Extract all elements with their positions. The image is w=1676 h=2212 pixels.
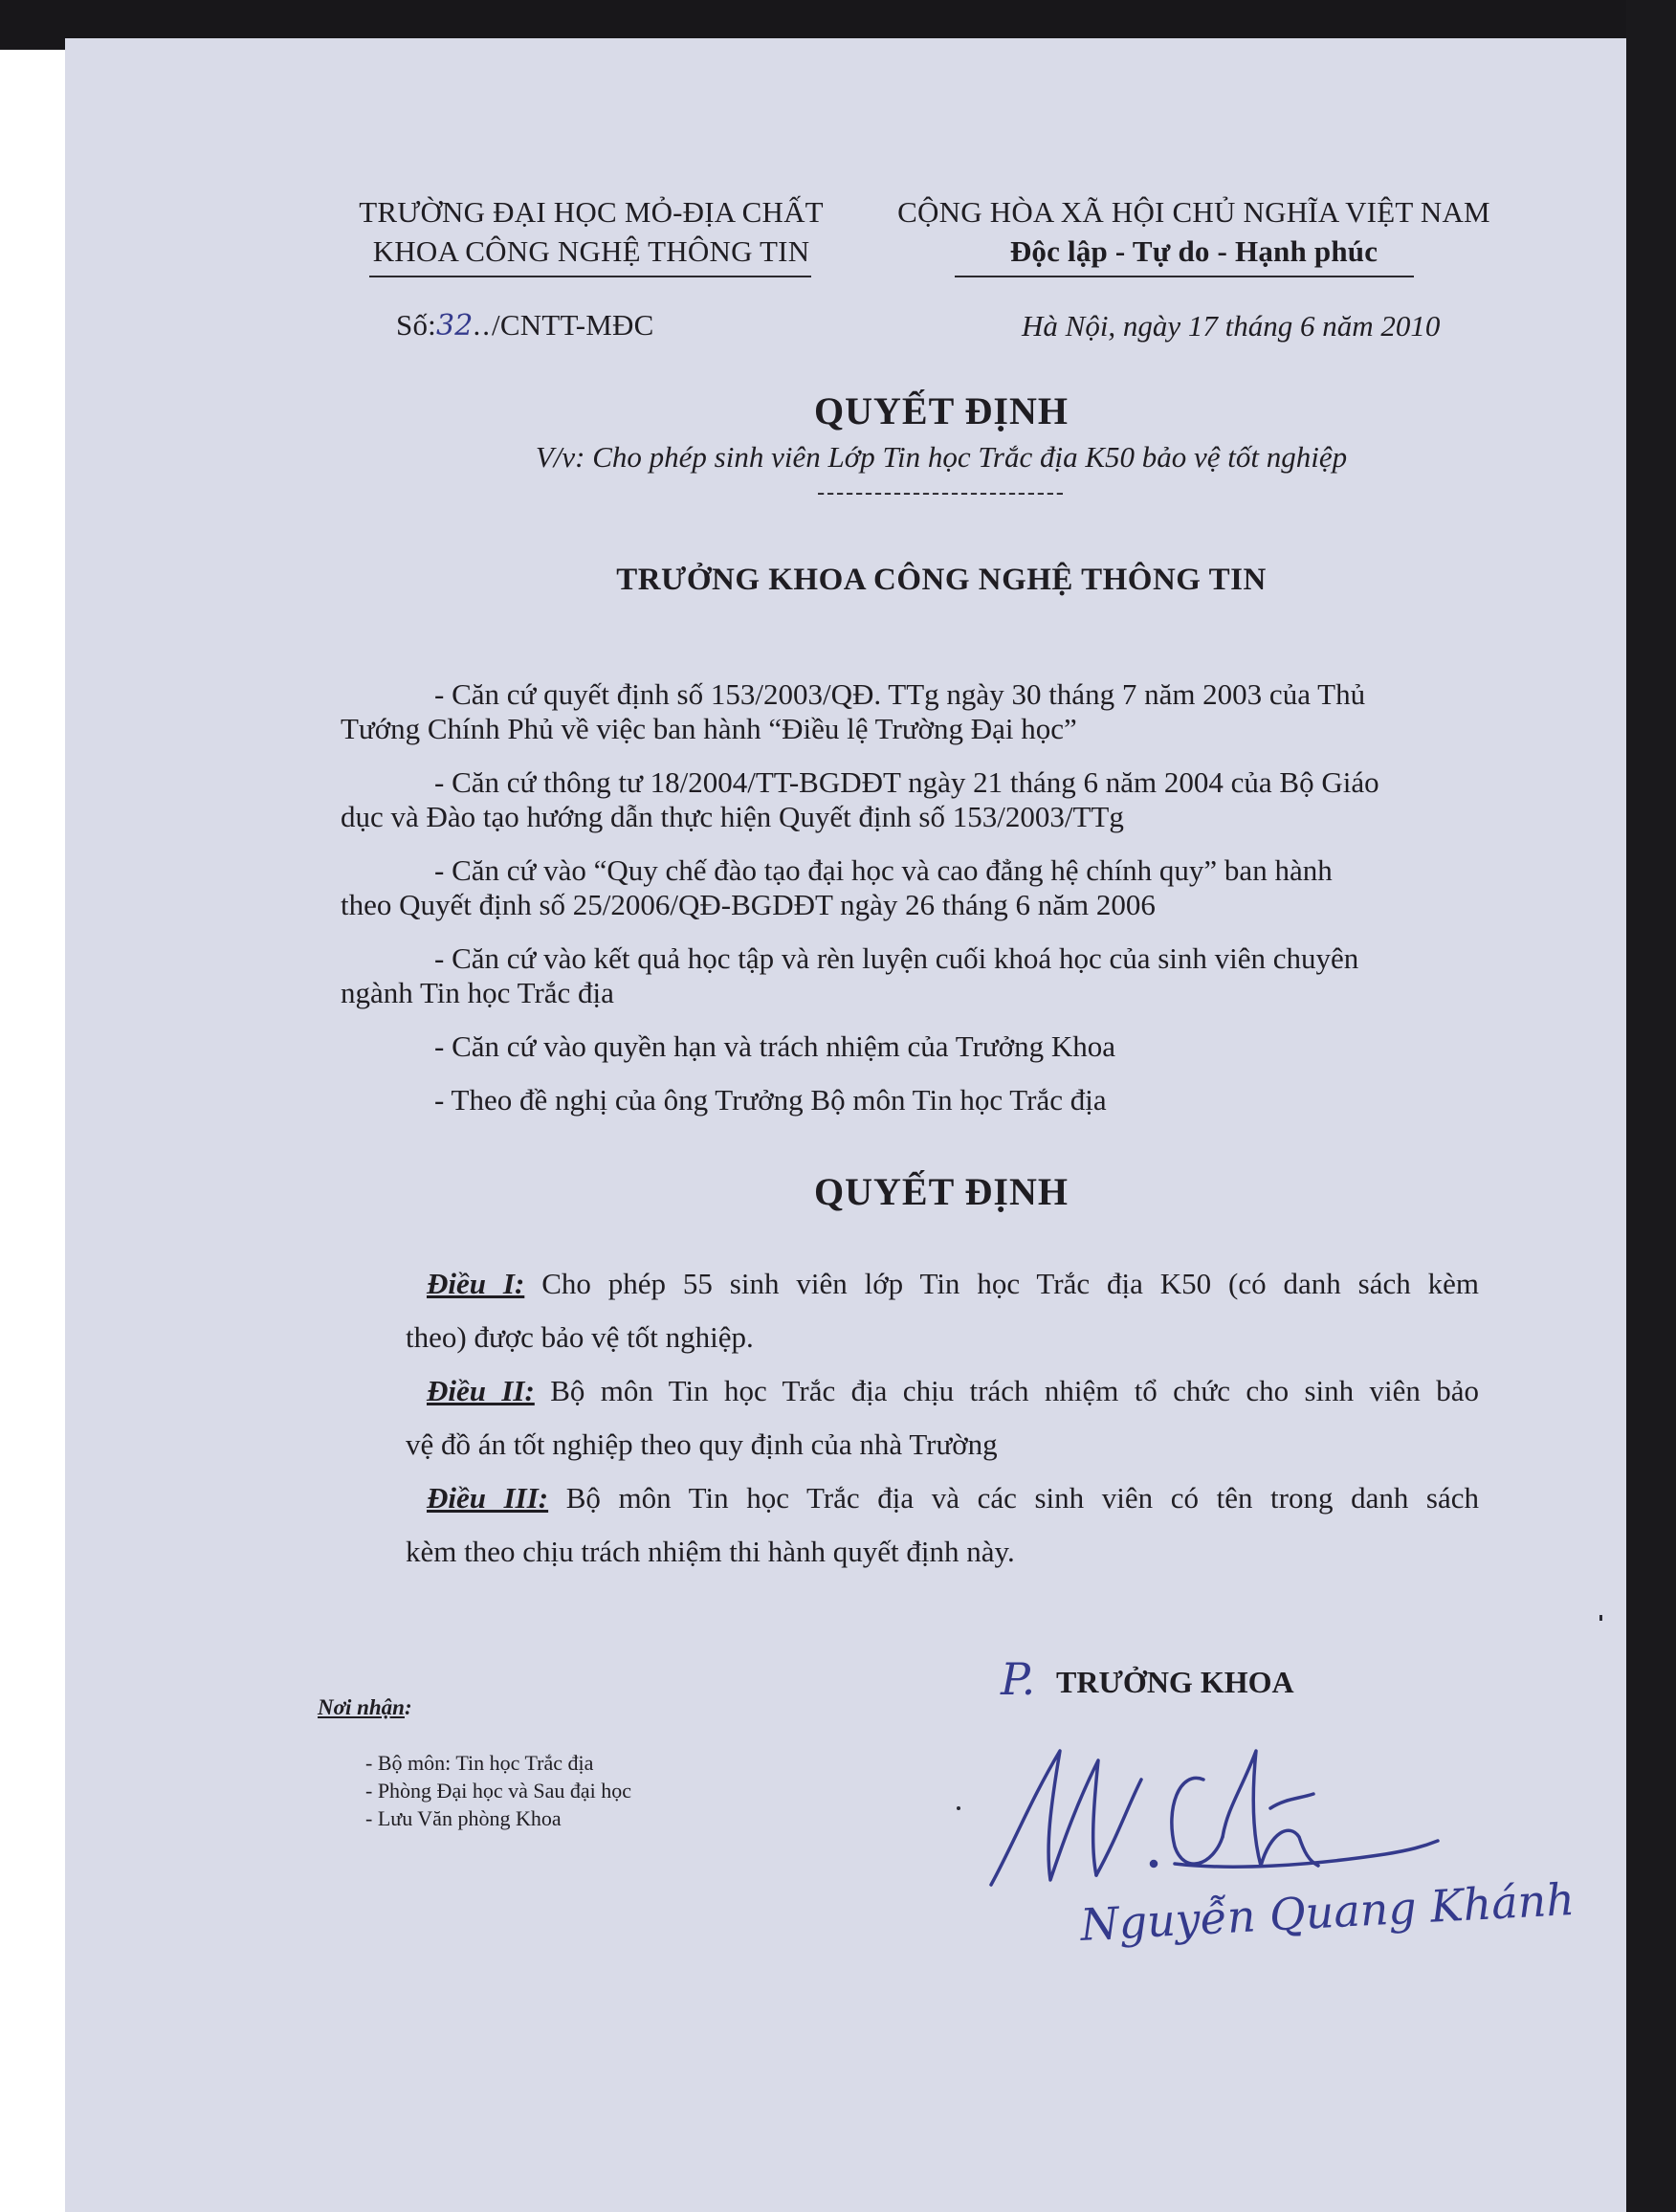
ground-continuation: dục và Đào tạo hướng dẫn thực hiện Quyết định số 153/2003/TTg — [341, 800, 1124, 833]
ground-first-line: - Căn cứ thông tư 18/2004/TT-BGDĐT ngày 21 tháng 6 năm 2004 của Bộ Giáo — [434, 765, 1379, 799]
left-header-rule — [369, 276, 811, 277]
ground-first-line: - Căn cứ quyết định số 153/2003/QĐ. TTg ngày 30 tháng 7 năm 2003 của Thủ — [434, 677, 1366, 711]
ground-first-line: - Theo đề nghị của ông Trưởng Bộ môn Tin học Trắc địa — [434, 1083, 1107, 1117]
ground-continuation: Tướng Chính Phủ về việc ban hành “Điều lệ Trường Đại học” — [341, 712, 1077, 745]
decision-subject: V/v: Cho phép sinh viên Lớp Tin học Trắc địa K50 bảo vệ tốt nghiệp — [535, 440, 1348, 474]
motto: Độc lập - Tự do - Hạnh phúc — [1009, 234, 1378, 268]
article-text-cont: kèm theo chịu trách nhiệm thi hành quyết định này. — [406, 1535, 1015, 1568]
recipients-heading: Nơi nhận: — [318, 1695, 412, 1719]
recipients-list — [365, 1749, 631, 1832]
ground-item — [341, 941, 1479, 1010]
ground-continuation: ngành Tin học Trắc địa — [341, 976, 614, 1009]
article-text: Cho phép 55 sinh viên lớp Tin học Trắc địa K50 (có danh sách kèm — [541, 1267, 1480, 1300]
issue-date: Hà Nội, ngày 17 tháng 6 năm 2010 — [1022, 309, 1441, 343]
number-suffix: /CNTT-MĐC — [492, 308, 654, 342]
title-separator: -------------------------- — [817, 480, 1066, 505]
decision-title: QUYẾT ĐỊNH — [814, 389, 1069, 432]
university-name: TRƯỜNG ĐẠI HỌC MỎ-ĐỊA CHẤT — [359, 195, 824, 229]
recipient-item: - Lưu Văn phòng Khoa — [365, 1806, 562, 1830]
document-page — [65, 38, 1626, 2212]
signature-mark — [983, 1741, 1452, 2009]
ground-item — [341, 1083, 1479, 1117]
signatory-title: TRƯỞNG KHOA — [1056, 1665, 1294, 1699]
number-prefix: Số: — [396, 308, 436, 342]
article-text: Bộ môn Tin học Trắc địa và các sinh viên có tên trong danh sách — [565, 1481, 1480, 1515]
ground-first-line: - Căn cứ vào “Quy chế đào tạo đại học và cao đẳng hệ chính quy” ban hành — [434, 853, 1333, 887]
country-name: CỘNG HÒA XÃ HỘI CHỦ NGHĨA VIỆT NAM — [897, 195, 1490, 229]
document-number — [396, 308, 654, 343]
ground-first-line: - Căn cứ vào kết quả học tập và rèn luyện cuối khoá học của sinh viên chuyên — [434, 941, 1359, 975]
ground-item — [341, 765, 1479, 834]
ground-item — [341, 1029, 1479, 1064]
ground-item — [341, 677, 1479, 746]
recipient-item: - Phòng Đại học và Sau đại học — [365, 1779, 631, 1803]
grounds-list — [341, 677, 1479, 1117]
ground-continuation: theo Quyết định số 25/2006/QĐ-BGDĐT ngày 26 tháng 6 năm 2006 — [341, 888, 1156, 921]
article-1 — [406, 1257, 1479, 1364]
scan-speck — [1599, 1615, 1602, 1621]
article-2 — [406, 1364, 1479, 1471]
handwritten-signatory-name: Nguyễn Quang Khánh — [1079, 1872, 1577, 1951]
article-label: Điều I: — [427, 1267, 525, 1300]
article-label: Điều II: — [427, 1374, 535, 1407]
scan-speck — [957, 1806, 960, 1810]
ground-first-line: - Căn cứ vào quyền hạn và trách nhiệm của Trưởng Khoa — [434, 1029, 1116, 1063]
handwritten-number: 32 — [435, 309, 474, 343]
articles-list — [406, 1257, 1479, 1579]
article-text: Bộ môn Tin học Trắc địa chịu trách nhiệm tổ chức cho sinh viên bảo — [550, 1374, 1480, 1407]
right-header-rule — [955, 276, 1414, 277]
recipient-item: - Bộ môn: Tin học Trắc địa — [365, 1751, 594, 1775]
decision-title-2: QUYẾT ĐỊNH — [814, 1170, 1069, 1213]
article-text-cont: vệ đồ án tốt nghiệp theo quy định của nhà Trường — [406, 1427, 998, 1461]
faculty-name: KHOA CÔNG NGHỆ THÔNG TIN — [372, 234, 810, 268]
number-dots: .. — [473, 308, 493, 342]
article-3 — [406, 1471, 1479, 1579]
handwritten-on-behalf: P. — [1001, 1653, 1036, 1705]
article-text-cont: theo) được bảo vệ tốt nghiệp. — [406, 1320, 754, 1354]
ground-item — [341, 853, 1479, 922]
scan-border-right — [1626, 0, 1676, 2212]
issuing-authority: TRƯỞNG KHOA CÔNG NGHỆ THÔNG TIN — [616, 563, 1267, 597]
article-label: Điều III: — [427, 1481, 549, 1515]
